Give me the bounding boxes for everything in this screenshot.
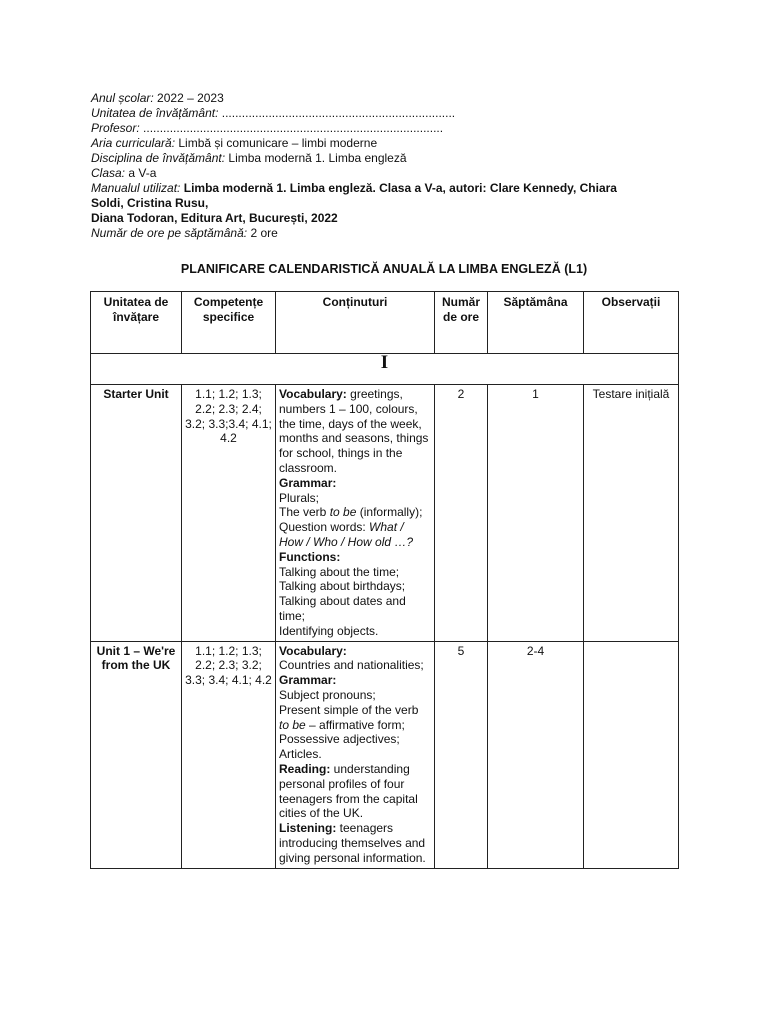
discipline-value: Limba modernă 1. Limba engleză — [228, 151, 407, 165]
school-year-value: 2022 – 2023 — [157, 91, 224, 105]
functions-item: Identifying objects. — [279, 623, 379, 638]
manual-label: Manualul utilizat: — [91, 181, 181, 195]
table-header-row — [91, 292, 679, 354]
school-unit-label: Unitatea de învățământ: — [91, 106, 219, 120]
reading-text: understanding personal profiles of four teenagers from the capital cities of the UK. — [279, 761, 418, 821]
discipline-label: Disciplina de învățământ: — [91, 151, 226, 165]
semester-label: I — [91, 354, 679, 385]
table-row — [91, 641, 679, 868]
vocabulary-label: Vocabulary: — [279, 387, 347, 401]
grammar-item: Subject pronouns; — [279, 687, 376, 702]
curricular-area-label: Aria curriculară: — [91, 136, 176, 150]
class-label: Clasa: — [91, 166, 126, 180]
table-row — [91, 385, 679, 642]
manual-value-line1: Limba modernă 1. Limba engleză. Clasa a V-a, autori: Clare Kennedy, Chiara — [183, 181, 617, 195]
col-header-competences: Competențe specifice — [182, 292, 276, 354]
week-cell: 1 — [488, 385, 584, 642]
competences-cell: 1.1; 1.2; 1.3; 2.2; 2.3; 3.2; 3.3; 3.4; 4.1; 4.2 — [182, 641, 276, 868]
weekly-hours-line — [91, 226, 691, 241]
hours-cell: 5 — [435, 641, 488, 868]
col-header-notes: Observații — [584, 292, 679, 354]
grammar-item: (informally); — [356, 505, 423, 520]
grammar-label: Grammar: — [279, 673, 337, 688]
listening-label: Listening: — [279, 821, 337, 836]
grammar-item: Question words: — [279, 520, 370, 535]
col-header-hours: Număr de ore — [435, 292, 488, 354]
grammar-label: Grammar: — [279, 475, 337, 490]
grammar-item: Present simple of the verb — [279, 702, 419, 717]
manual-value-line3: Diana Todoran, Editura Art, București, 2022 — [91, 211, 338, 225]
col-header-contents: Conținuturi — [276, 292, 435, 354]
school-year-line — [91, 91, 691, 106]
manual-line — [91, 181, 691, 196]
teacher-label: Profesor: — [91, 121, 140, 135]
discipline-line — [91, 151, 691, 166]
weekly-hours-label: Număr de ore pe săptămână: — [91, 226, 248, 240]
grammar-item: Plurals; — [279, 490, 320, 505]
listening-text: teenagers introducing themselves and giving personal information. — [279, 821, 426, 865]
vocabulary-text: Countries and nationalities; — [279, 658, 424, 673]
manual-value-line2: Soldi, Cristina Rusu, — [91, 196, 209, 210]
notes-cell: Testare inițială — [584, 385, 679, 642]
grammar-item: The verb — [279, 505, 330, 520]
semester-row — [91, 354, 679, 385]
document-header — [91, 91, 691, 241]
col-header-week: Săptămâna — [488, 292, 584, 354]
page-title: PLANIFICARE CALENDARISTICĂ ANUALĂ LA LIMBA ENGLEZĂ (L1) — [180, 262, 588, 276]
school-unit-value: ...................................................................... — [221, 106, 456, 120]
class-line — [91, 166, 691, 181]
grammar-item: Articles. — [279, 747, 322, 762]
weekly-hours-value: 2 ore — [250, 226, 278, 240]
functions-item: Talking about dates and time; — [279, 594, 406, 623]
grammar-item-italic: What / How / Who / How old …? — [279, 520, 414, 549]
hours-cell: 2 — [435, 385, 488, 642]
grammar-item-italic: to be — [279, 717, 306, 732]
unit-cell: Starter Unit — [91, 385, 182, 642]
contents-cell — [276, 385, 435, 642]
teacher-value: .......................................................................................... — [143, 121, 444, 135]
functions-item: Talking about the time; — [279, 564, 400, 579]
functions-item: Talking about birthdays; — [279, 579, 406, 594]
notes-cell — [584, 641, 679, 868]
curricular-area-line — [91, 136, 691, 151]
curricular-area-value: Limbă și comunicare – limbi moderne — [178, 136, 378, 150]
grammar-item-italic: to be — [329, 505, 357, 520]
school-year-label: Anul școlar: — [91, 91, 154, 105]
unit-cell: Unit 1 – We're from the UK — [91, 641, 182, 868]
vocabulary-text: greetings, numbers 1 – 100, colours, the time, days of the week, months and seasons, things for school, things in the classroom. — [279, 387, 429, 475]
contents-cell — [276, 641, 435, 868]
col-header-unit: Unitatea de învățare — [91, 292, 182, 354]
grammar-item: – affirmative form; — [305, 717, 405, 732]
reading-label: Reading: — [279, 761, 331, 776]
school-unit-line — [91, 106, 691, 121]
week-cell: 2-4 — [488, 641, 584, 868]
vocabulary-label: Vocabulary: — [279, 643, 347, 658]
class-value: a V-a — [128, 166, 157, 180]
competences-cell: 1.1; 1.2; 1.3; 2.2; 2.3; 2.4; 3.2; 3.3;3.4; 4.1; 4.2 — [182, 385, 276, 642]
planning-table — [90, 291, 679, 869]
grammar-item: Possessive adjectives; — [279, 732, 400, 747]
functions-label: Functions: — [279, 549, 341, 564]
teacher-line — [91, 121, 691, 136]
